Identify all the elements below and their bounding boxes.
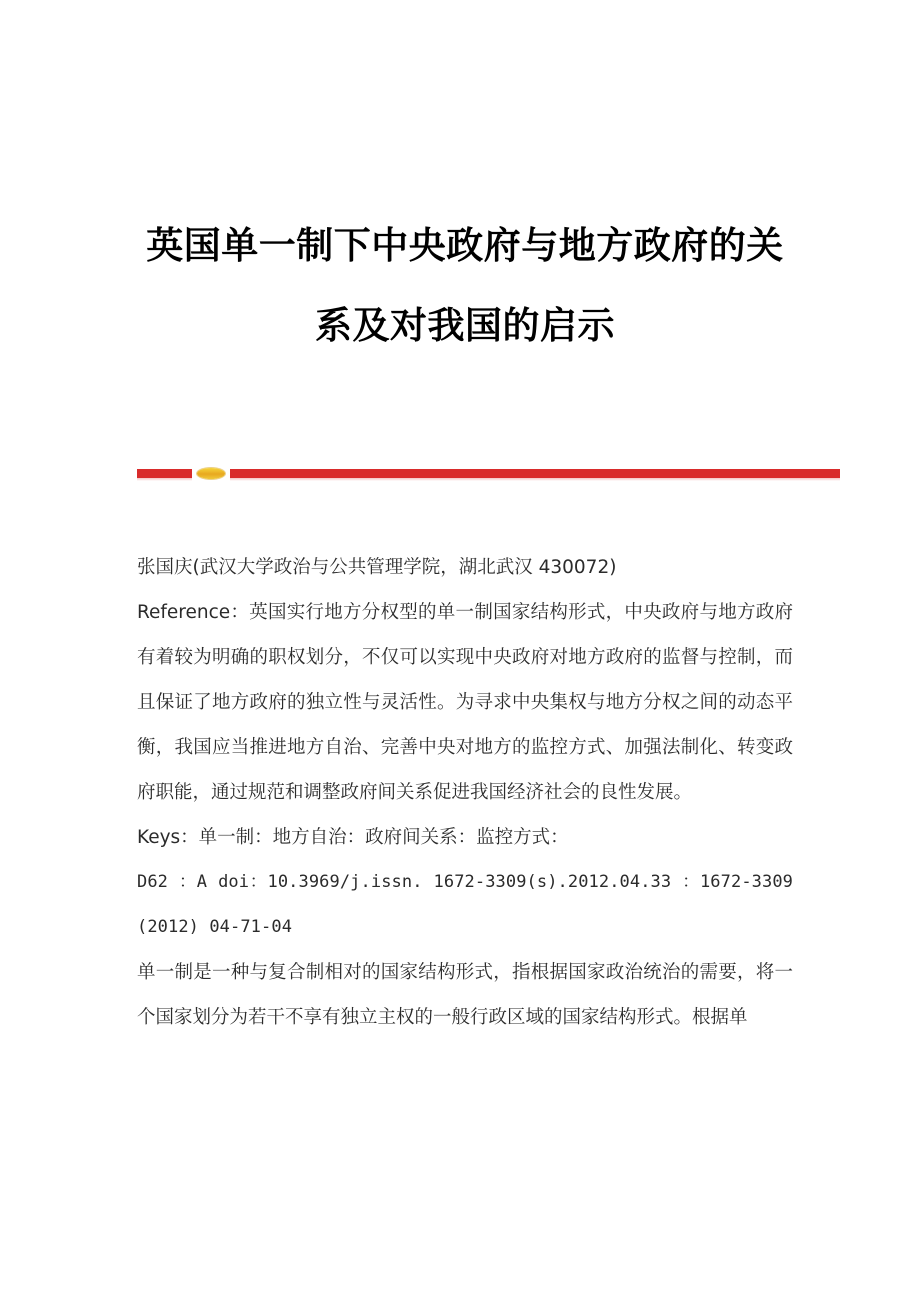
page-title: 英国单一制下中央政府与地方政府的关系及对我国的启示 bbox=[146, 224, 784, 347]
keywords-line: Keys：单一制：地方自治：政府间关系：监控方式： bbox=[137, 827, 569, 848]
divider-shadow bbox=[137, 478, 840, 481]
document-body bbox=[137, 545, 793, 1040]
document-content bbox=[137, 0, 793, 1040]
opening-paragraph: 单一制是一种与复合制相对的国家结构形式，指根据国家政治统治的需要，将一个国家划分为若干不享有独立主权的一般行政区域的国家结构形式。根据单 bbox=[137, 962, 793, 1028]
divider-bar bbox=[137, 469, 840, 478]
abstract-paragraph: Reference：英国实行地方分权型的单一制国家结构形式，中央政府与地方政府有着较为明确的职权划分，不仅可以实现中央政府对地方政府的监督与控制，而且保证了地方政府的独立性与灵活性。为寻求中央集权与地方分权之间的动态平衡，我国应当推进地方自治、完善中央对地方的监控方式、加强法制化、转变政府职能，通过规范和调整政府间关系促进我国经济社会的良性发展。 bbox=[137, 602, 793, 803]
decorative-divider bbox=[137, 462, 793, 484]
gold-lozenge-ornament bbox=[197, 468, 225, 479]
classification-doi-line: D62 ：A doi：10.3969/j.issn. 1672-3309(s).2012.04.33 ：1672-3309(2012) 04-71-04 bbox=[137, 872, 793, 937]
author-affiliation-line: 张国庆(武汉大学政治与公共管理学院，湖北武汉 430072) bbox=[137, 557, 617, 578]
